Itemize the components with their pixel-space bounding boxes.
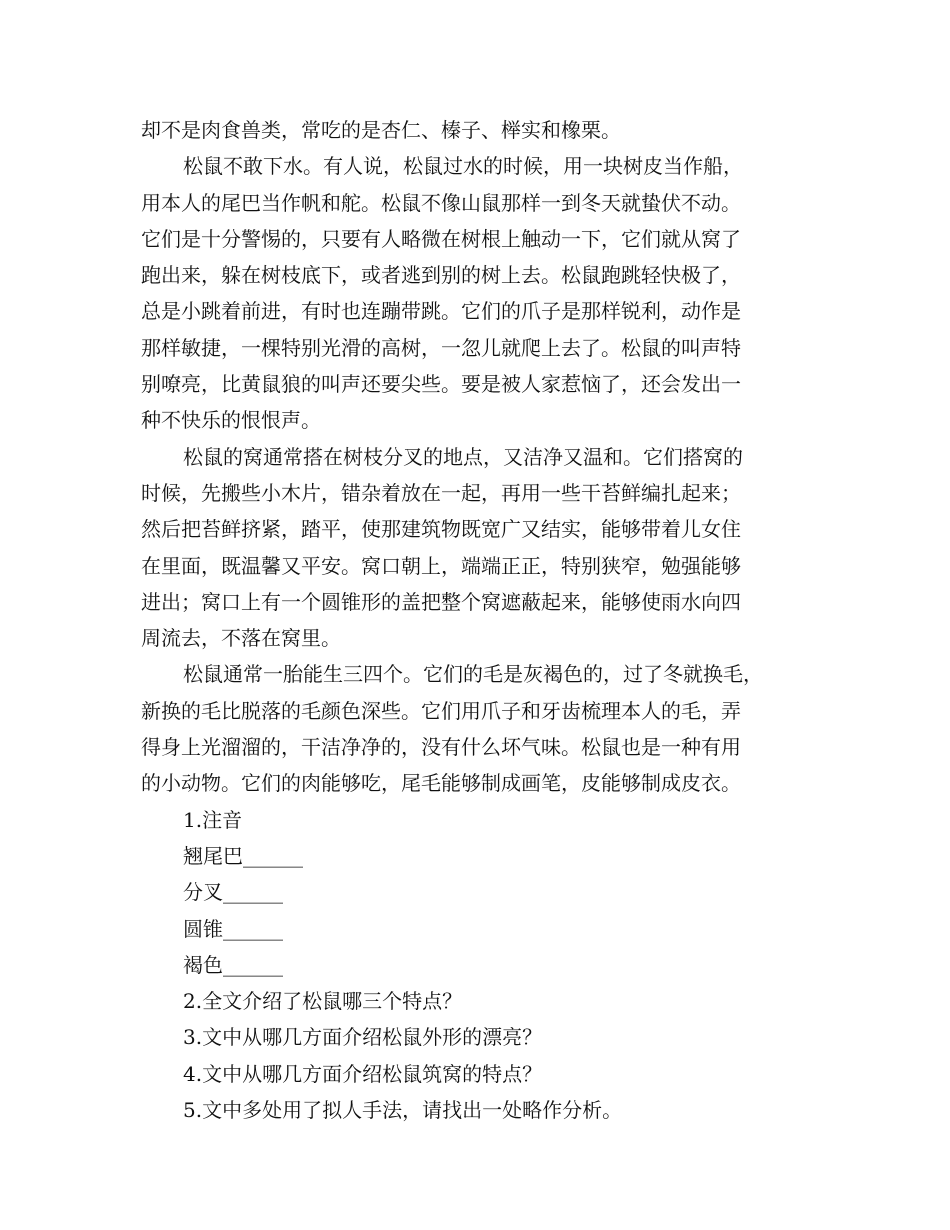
text-line: 5.文中多处用了拟人手法，请找出一处略作分析。 <box>183 1098 623 1123</box>
text-line: 翘尾巴______ <box>183 843 303 868</box>
text-line: 的小动物。它们的肉能够吃，尾毛能够制成画笔，皮能够制成皮衣。 <box>141 771 741 796</box>
text-line: 4.文中从哪几方面介绍松鼠筑窝的特点？ <box>183 1061 543 1086</box>
text-line: 却不是肉食兽类，常吃的是杏仁、榛子、榉实和橡栗。 <box>141 118 621 142</box>
text-line: 松鼠通常一胎能生三四个。它们的毛是灰褐色的，过了冬就换毛， <box>183 662 763 687</box>
text-line: 褐色______ <box>183 952 283 977</box>
text-line: 1.注音 <box>183 807 243 832</box>
text-line: 3.文中从哪几方面介绍松鼠外形的漂亮？ <box>183 1025 543 1050</box>
text-line: 新换的毛比脱落的毛颜色深些。它们用爪子和牙齿梳理本人的毛，弄 <box>141 698 741 723</box>
text-line: 2.全文介绍了松鼠哪三个特点？ <box>183 989 463 1014</box>
text-line: 时候，先搬些小木片，错杂着放在一起，再用一些干苔鲜编扎起来； <box>141 480 741 505</box>
text-line: 松鼠不敢下水。有人说，松鼠过水的时候，用一块树皮当作船， <box>183 154 743 179</box>
text-line: 别嘹亮，比黄鼠狼的叫声还要尖些。要是被人家惹恼了，还会发出一 <box>141 372 741 397</box>
text-line: 周流去，不落在窝里。 <box>141 626 341 651</box>
text-line: 那样敏捷，一棵特别光滑的高树，一忽儿就爬上去了。松鼠的叫声特 <box>141 335 741 360</box>
text-line: 用本人的尾巴当作帆和舵。松鼠不像山鼠那样一到冬天就蛰伏不动。 <box>141 190 741 215</box>
text-line: 松鼠的窝通常搭在树枝分叉的地点，又洁净又温和。它们搭窝的 <box>183 444 743 469</box>
text-line: 它们是十分警惕的，只要有人略微在树根上触动一下，它们就从窝了 <box>141 226 741 251</box>
text-line: 分叉______ <box>183 880 283 905</box>
text-line: 圆锥______ <box>183 916 283 941</box>
text-line: 得身上光溜溜的，干洁净净的，没有什么坏气味。松鼠也是一种有用 <box>141 735 741 760</box>
text-line: 进出；窝口上有一个圆锥形的盖把整个窝遮蔽起来，能够使雨水向四 <box>141 589 741 614</box>
text-line: 种不快乐的恨恨声。 <box>141 408 321 433</box>
document-body <box>141 112 821 1128</box>
text-line: 在里面，既温馨又平安。窝口朝上，端端正正，特别狭窄，勉强能够 <box>141 553 741 578</box>
text-line: 然后把苔鲜挤紧，踏平，使那建筑物既宽广又结实，能够带着儿女住 <box>141 517 741 542</box>
text-line: 跑出来，躲在树枝底下，或者逃到别的树上去。松鼠跑跳轻快极了， <box>141 263 741 288</box>
text-line: 总是小跳着前进，有时也连蹦带跳。它们的爪子是那样锐利，动作是 <box>141 299 741 324</box>
